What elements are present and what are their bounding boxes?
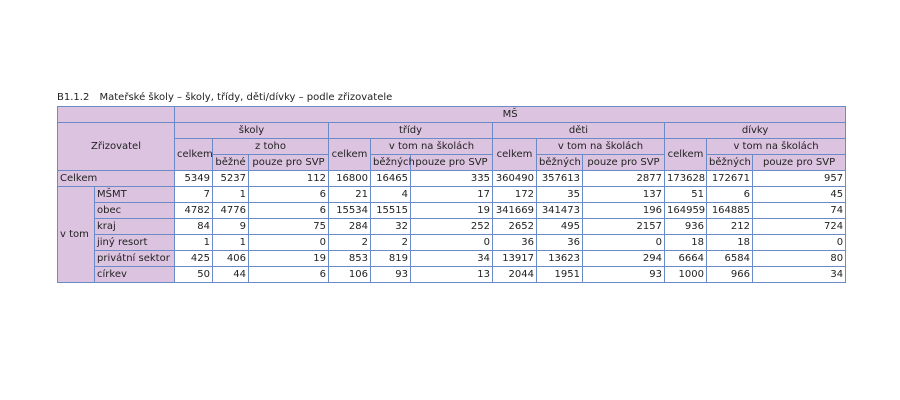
header-celkem: celkem [175, 139, 213, 171]
table-cell: 51 [665, 187, 707, 203]
table-cell: 4776 [213, 203, 249, 219]
table-cell: 7 [175, 187, 213, 203]
table-cell: 425 [175, 251, 213, 267]
table-cell: 406 [213, 251, 249, 267]
table-cell: 164959 [665, 203, 707, 219]
table-cell: 164885 [707, 203, 753, 219]
data-table [57, 106, 846, 283]
header-corner [58, 107, 175, 123]
table-row-total [58, 171, 846, 187]
header-celkem: celkem [329, 139, 371, 171]
table-cell: 45 [753, 187, 846, 203]
table-cell: 172671 [707, 171, 753, 187]
header-ms: MŠ [175, 107, 846, 123]
table-cell: 18 [665, 235, 707, 251]
table-cell: 936 [665, 219, 707, 235]
header-zrizovatel: Zřizovatel [58, 123, 175, 171]
table-cell: 294 [583, 251, 665, 267]
table-cell: 15515 [371, 203, 411, 219]
table-cell: 93 [371, 267, 411, 283]
header-pouze-pro-svp: pouze pro SVP [583, 155, 665, 171]
table-cell: 6664 [665, 251, 707, 267]
table-cell: 0 [753, 235, 846, 251]
table-cell: 173628 [665, 171, 707, 187]
header-row-3 [58, 139, 846, 155]
row-label: kraj [95, 219, 175, 235]
table-cell: 357613 [537, 171, 583, 187]
table-cell: 35 [537, 187, 583, 203]
table-cell: 80 [753, 251, 846, 267]
table-cell: 84 [175, 219, 213, 235]
table-cell: 2652 [493, 219, 537, 235]
table-cell: 172 [493, 187, 537, 203]
table-cell: 335 [411, 171, 493, 187]
table-cell: 1 [175, 235, 213, 251]
row-label: MŠMT [95, 187, 175, 203]
caption-number: B1.1.2 [57, 92, 90, 103]
table-cell: 966 [707, 267, 753, 283]
table-cell: 21 [329, 187, 371, 203]
header-beznych: běžných [707, 155, 753, 171]
table-cell: 13917 [493, 251, 537, 267]
header-row-2 [58, 123, 846, 139]
table-row [58, 235, 846, 251]
header-bezne: běžné [213, 155, 249, 171]
table-cell: 137 [583, 187, 665, 203]
table-cell: 252 [411, 219, 493, 235]
header-celkem: celkem [665, 139, 707, 171]
table-cell: 74 [753, 203, 846, 219]
table-cell: 212 [707, 219, 753, 235]
header-pouze-pro-svp: pouze pro SVP [411, 155, 493, 171]
header-pouze-pro-svp: pouze pro SVP [753, 155, 846, 171]
table-cell: 34 [411, 251, 493, 267]
row-group-v-tom: v tom [58, 187, 95, 283]
table-cell: 15534 [329, 203, 371, 219]
table-cell: 34 [753, 267, 846, 283]
table-cell: 6 [707, 187, 753, 203]
header-beznych: běžných [537, 155, 583, 171]
table-cell: 1000 [665, 267, 707, 283]
table-cell: 0 [583, 235, 665, 251]
table-row [58, 219, 846, 235]
header-group-skoly: školy [175, 123, 329, 139]
table-cell: 341473 [537, 203, 583, 219]
row-label-total: Celkem [58, 171, 175, 187]
table-cell: 4782 [175, 203, 213, 219]
table-cell: 5237 [213, 171, 249, 187]
table-cell: 16800 [329, 171, 371, 187]
header-group-deti: děti [493, 123, 665, 139]
table-cell: 1951 [537, 267, 583, 283]
table-cell: 6 [249, 203, 329, 219]
header-pouze-pro-svp: pouze pro SVP [249, 155, 329, 171]
table-cell: 1 [213, 187, 249, 203]
table-cell: 196 [583, 203, 665, 219]
table-cell: 17 [411, 187, 493, 203]
table-cell: 44 [213, 267, 249, 283]
table-cell: 360490 [493, 171, 537, 187]
table-cell: 9 [213, 219, 249, 235]
header-v-tom-na-skolach: v tom na školách [707, 139, 846, 155]
table-cell: 284 [329, 219, 371, 235]
table-cell: 18 [707, 235, 753, 251]
header-group-divky: dívky [665, 123, 846, 139]
table-cell: 5349 [175, 171, 213, 187]
table-cell: 6 [249, 267, 329, 283]
table-cell: 19 [249, 251, 329, 267]
table-row [58, 187, 846, 203]
table-cell: 112 [249, 171, 329, 187]
header-group-tridy: třídy [329, 123, 493, 139]
table-cell: 495 [537, 219, 583, 235]
table-cell: 32 [371, 219, 411, 235]
table-cell: 853 [329, 251, 371, 267]
table-cell: 50 [175, 267, 213, 283]
header-v-tom-na-skolach: v tom na školách [537, 139, 665, 155]
row-label: obec [95, 203, 175, 219]
caption-title: Mateřské školy – školy, třídy, děti/dívky – podle zřizovatele [99, 92, 393, 103]
table-cell: 0 [249, 235, 329, 251]
table-cell: 6 [249, 187, 329, 203]
table-cell: 6584 [707, 251, 753, 267]
table-cell: 2157 [583, 219, 665, 235]
table-cell: 2 [371, 235, 411, 251]
header-celkem: celkem [493, 139, 537, 171]
table-cell: 36 [537, 235, 583, 251]
table-cell: 4 [371, 187, 411, 203]
table-cell: 16465 [371, 171, 411, 187]
header-row-1 [58, 107, 846, 123]
table-cell: 19 [411, 203, 493, 219]
table-row [58, 203, 846, 219]
header-v-tom-na-skolach: v tom na školách [371, 139, 493, 155]
row-label: jiný resort [95, 235, 175, 251]
table-cell: 2877 [583, 171, 665, 187]
table-cell: 1 [213, 235, 249, 251]
table-caption [57, 92, 392, 103]
table-cell: 341669 [493, 203, 537, 219]
table-cell: 2044 [493, 267, 537, 283]
row-label: církev [95, 267, 175, 283]
table-cell: 13 [411, 267, 493, 283]
table-cell: 93 [583, 267, 665, 283]
table-cell: 106 [329, 267, 371, 283]
table-cell: 957 [753, 171, 846, 187]
table-cell: 36 [493, 235, 537, 251]
table-cell: 2 [329, 235, 371, 251]
row-label: privátní sektor [95, 251, 175, 267]
table-row [58, 267, 846, 283]
table-cell: 13623 [537, 251, 583, 267]
header-beznych: běžných [371, 155, 411, 171]
table-cell: 819 [371, 251, 411, 267]
table-cell: 75 [249, 219, 329, 235]
header-z-toho: z toho [213, 139, 329, 155]
table-row [58, 251, 846, 267]
table-cell: 724 [753, 219, 846, 235]
table-cell: 0 [411, 235, 493, 251]
